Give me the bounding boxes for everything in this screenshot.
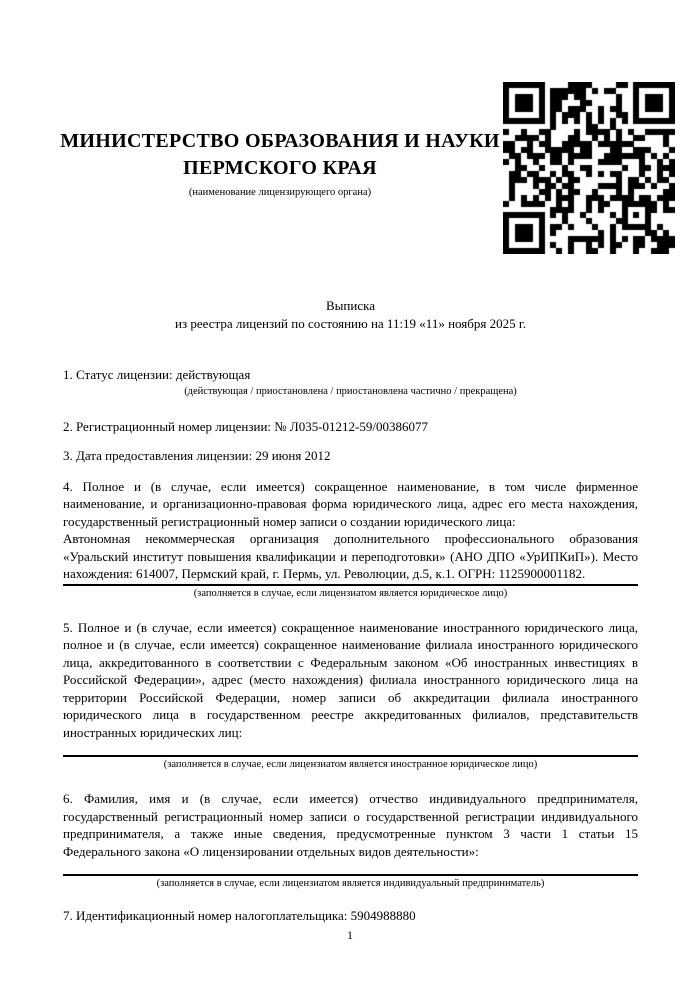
individual-entrepreneur-label: 6. Фамилия, имя и (в случае, если имеется) отчество индивидуального предпринимателя, государственный регистрационный номер записи о государственной регистрации индивидуального предпринимателя, а также иные сведения, предусмотренные пунктом 3 части 1 статьи 15 Федерального закона «О лицензировании отдельных видов деятельности»: bbox=[63, 791, 638, 859]
license-status-text: 1. Статус лицензии: действующая bbox=[63, 367, 251, 382]
legal-entity-label: 4. Полное и (в случае, если имеется) сокращенное наименование, в том числе фирменное наименование, и организационно-правовая форма юридического лица, адрес его места нахождения, государственный регистрационный номер записи о создании юридического лица: bbox=[63, 478, 638, 529]
foreign-entity-label: 5. Полное и (в случае, если имеется) сокращенное наименование иностранного юридического лица, полное и (в случае, если имеется) сокращенное наименование филиала иностранного юридического лица, аккредитованного в соответствии с Федеральным законом «Об иностранных инвестициях в Российской Федерации», адрес (место нахождения) филиала иностранного юридического лица на территории Российской Федерации, номер записи об аккредитации филиала иностранного юридического лица в государственном реестре аккредитованных филиалов, представительств иностранных юридических лиц: bbox=[63, 619, 638, 740]
legal-entity-value: Автономная некоммерческая организация дополнительного профессионального образования «Уральский институт повышения квалификации и переподготовки» (АНО ДПО «УрИПКиП»). Место нахождения: 614007, Пермский край, г. Пермь, ул. Революции, д.5, к.1. ОГРН: 1125900001182. bbox=[63, 531, 638, 581]
taxpayer-number-text: 7. Идентификационный номер налогоплательщика: 5904988880 bbox=[63, 908, 416, 923]
foreign-entity-caption: (заполняется в случае, если лицензиатом является иностранное юридическое лицо) bbox=[163, 759, 538, 770]
document-title-line2: из реестра лицензий по состоянию на 11:19 «11» ноября 2025 г. bbox=[175, 315, 526, 331]
document-title-line1: Выписка bbox=[326, 298, 375, 313]
license-date-text: 3. Дата предоставления лицензии: 29 июня 2012 bbox=[63, 448, 331, 463]
qr-code-image bbox=[503, 82, 675, 254]
license-status-options-caption: (действующая / приостановлена / приостановлена частично / прекращена) bbox=[184, 385, 517, 397]
qr-code bbox=[503, 82, 675, 254]
section-6-individual-entrepreneur bbox=[63, 790, 638, 891]
registration-number-text: 2. Регистрационный номер лицензии: № Л035-01212-59/00386077 bbox=[63, 418, 429, 434]
section-7-taxpayer-number bbox=[63, 907, 638, 925]
section-3-license-date bbox=[63, 447, 638, 465]
individual-entrepreneur-caption: (заполняется в случае, если лицензиатом является индивидуальный предприниматель) bbox=[156, 878, 545, 889]
document-header bbox=[45, 128, 515, 200]
section-5-foreign-entity bbox=[63, 619, 638, 773]
section-1-license-status bbox=[63, 366, 638, 399]
ministry-title-line1: МИНИСТЕРСТВО ОБРАЗОВАНИЯ И НАУКИ bbox=[60, 130, 500, 152]
page-number: 1 bbox=[347, 928, 353, 942]
ministry-title-line2: ПЕРМСКОГО КРАЯ bbox=[183, 157, 377, 179]
licensing-authority-caption: (наименование лицензирующего органа) bbox=[188, 187, 372, 198]
legal-entity-caption: (заполняется в случае, если лицензиатом является юридическое лицо) bbox=[193, 587, 508, 599]
document-title bbox=[63, 297, 638, 332]
document-body bbox=[63, 297, 638, 925]
section-2-registration-number bbox=[63, 418, 638, 436]
section-4-legal-entity bbox=[63, 478, 638, 601]
